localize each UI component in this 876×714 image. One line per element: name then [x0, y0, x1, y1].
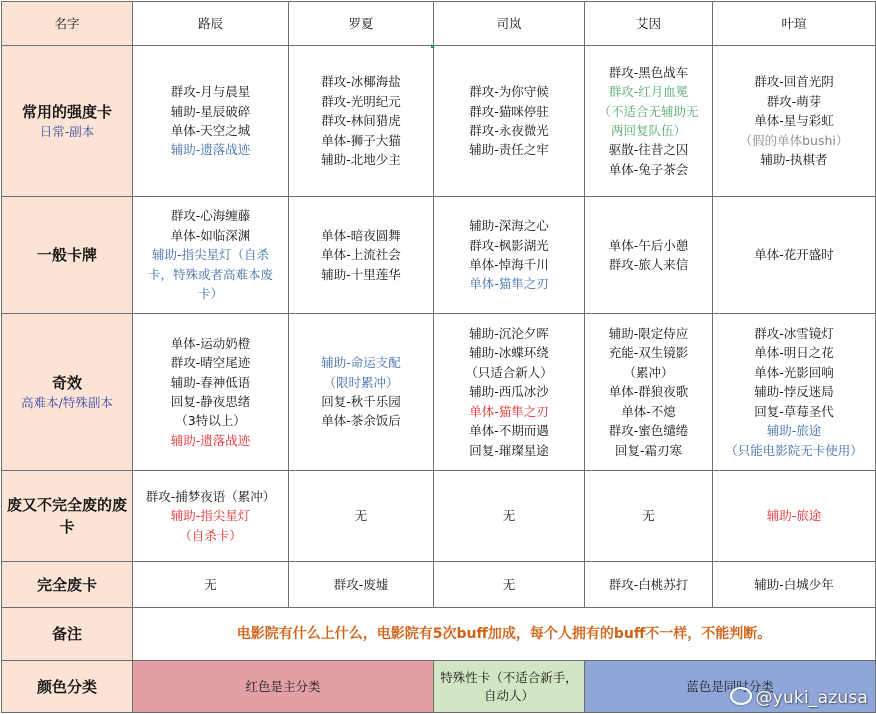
row-title: 备注	[51, 625, 82, 643]
cell-luchen	[133, 471, 289, 562]
card-entry: 无	[204, 576, 217, 592]
row-waste-cards	[2, 562, 876, 608]
card-entry: 辅助-沉沦夕晖	[469, 326, 549, 342]
legend-blue-label: 蓝色是同时分类	[686, 678, 774, 694]
card-entry: 单体-如临深渊	[170, 227, 251, 243]
card-entry: 辅助-西瓜冰沙	[469, 384, 549, 400]
legend-green-swatch	[434, 661, 585, 713]
card-entry: 无	[354, 508, 368, 524]
cell-luoxia	[289, 46, 434, 197]
card-entry: 群攻-回首光阴	[754, 74, 834, 90]
card-entry: （自杀卡）	[179, 527, 242, 543]
row-normal-cards	[2, 197, 876, 314]
card-entry: 辅助-深海之心	[469, 218, 549, 234]
row-header-semi-waste	[2, 471, 133, 562]
row-title: 废又不完全废的废卡	[6, 496, 127, 536]
row-title: 一般卡牌	[36, 246, 97, 264]
card-entry: 驱散-往昔之囚	[608, 142, 689, 158]
card-entry: 辅助-冰蝶环绕	[469, 345, 549, 361]
card-entry: 辅助-春神低语	[170, 374, 251, 390]
cell-luchen	[133, 197, 289, 314]
card-entry: 群攻-白桃苏打	[608, 576, 689, 592]
card-entry: 辅助-星辰破碎	[170, 103, 251, 119]
card-entry: 单体-光影回响	[754, 364, 834, 380]
card-entry: 卡）	[197, 286, 223, 302]
row-header-remarks	[2, 608, 133, 661]
watermark	[730, 687, 869, 708]
row-subtitle: 高难本/特殊副本	[21, 395, 113, 410]
card-entry: 单体-不期而遇	[469, 423, 549, 439]
card-entry: 辅助-限定侍应	[608, 326, 689, 342]
cell-luoxia	[289, 314, 434, 471]
remarks-text: 电影院有什么上什么，电影院有5次buff加成，每个人拥有的buff不一样，不能判断。	[236, 625, 772, 642]
card-entry: 群攻-心海缠藤	[170, 208, 251, 224]
card-entry: 群攻-枫影湖光	[469, 237, 549, 253]
cell-silan	[434, 471, 585, 562]
card-entry: 群攻-冰椰海盐	[321, 74, 401, 90]
card-entry: 辅助-十里莲华	[321, 266, 401, 282]
card-entry: 无	[502, 508, 516, 524]
weibo-icon	[730, 687, 752, 705]
cell-luoxia	[289, 197, 434, 314]
legend-green-label: 特殊性卡（不适合新手，自动人）	[440, 669, 578, 703]
card-entry: 群攻-旅人来信	[608, 257, 689, 272]
cell-aiyin	[585, 471, 713, 562]
cell-aiyin	[585, 562, 713, 608]
cell-silan	[434, 314, 585, 471]
card-entry: 单体-悼海千川	[469, 257, 549, 272]
card-entry: 单体-猫隼之刃	[469, 403, 549, 419]
card-entry: 回复-静夜思绪	[170, 394, 251, 409]
row-title: 奇效	[51, 374, 82, 392]
row-header-legend	[2, 661, 133, 713]
column-header-silan: 司岚	[434, 2, 585, 46]
remarks-cell	[133, 608, 876, 661]
row-header-special	[2, 314, 133, 471]
card-entry: 辅助-责任之牢	[469, 142, 549, 158]
card-entry: 辅助-北地少主	[321, 152, 401, 168]
row-remarks	[2, 608, 876, 661]
card-entry: 单体-午后小憩	[608, 237, 689, 253]
cell-aiyin	[585, 314, 713, 471]
watermark-text: @yuki_azusa	[755, 688, 868, 708]
card-entry: 群攻-萌芽	[766, 93, 822, 109]
card-entry: 群攻-光明纪元	[321, 93, 401, 109]
row-strong-cards	[2, 46, 876, 197]
column-header-luchen: 路辰	[133, 2, 289, 46]
card-entry: 回复-秋千乐园	[321, 394, 401, 409]
card-entry: （不适合无辅助无	[598, 103, 699, 119]
card-entry: 群攻-蜜色缱绻	[608, 423, 689, 439]
column-header-luoxia: 罗夏	[289, 2, 434, 46]
cell-luoxia	[289, 562, 434, 608]
cell-comment-marker	[431, 44, 435, 48]
card-entry: 群攻-永夜微光	[469, 123, 549, 138]
card-entry: 单体-天空之城	[170, 123, 251, 138]
cell-aiyin	[585, 46, 713, 197]
card-entry: 回复-璀璨星途	[469, 442, 549, 458]
card-entry: 回复-草莓圣代	[754, 403, 834, 419]
card-entry: 辅助-旅途	[766, 423, 822, 439]
cell-yexuan	[713, 314, 876, 471]
card-entry: 无	[642, 508, 655, 524]
card-entry: 单体-运动奶橙	[170, 335, 251, 351]
row-header-normal	[2, 197, 133, 314]
card-entry: 单体-上流社会	[321, 247, 401, 263]
card-entry: 群攻-猫咪停驻	[469, 103, 549, 119]
cell-yexuan	[713, 562, 876, 608]
card-entry: 单体-花开盛时	[754, 247, 834, 263]
row-title: 常用的强度卡	[21, 103, 112, 121]
card-entry: 无	[502, 576, 516, 592]
card-entry: 群攻-废墟	[333, 576, 389, 592]
card-entry: （假的单体bushi）	[739, 132, 849, 148]
card-entry: 回复-霜刃寒	[614, 442, 682, 458]
card-entry: （3特以上）	[175, 413, 246, 429]
card-entry: 单体-明日之花	[754, 345, 834, 361]
cell-yexuan	[713, 46, 876, 197]
name-header: 名字	[2, 2, 133, 46]
card-entry: 群攻-冰雪镜灯	[754, 326, 834, 342]
card-entry: 辅助-指尖星灯	[170, 508, 251, 524]
header-row	[2, 2, 876, 46]
card-entry: 辅助-悖反迷局	[754, 384, 834, 400]
row-semi-waste-cards	[2, 471, 876, 562]
card-entry: 辅助-旅途	[766, 508, 822, 524]
column-header-aiyin: 艾因	[585, 2, 713, 46]
row-header-waste	[2, 562, 133, 608]
cell-luchen	[133, 46, 289, 197]
card-entry: （限时累冲）	[323, 374, 399, 390]
card-entry: （只能电影院无卡使用）	[725, 442, 863, 458]
card-entry: 辅助-遗落战迹	[170, 432, 251, 448]
legend-red-label: 红色是主分类	[245, 678, 321, 694]
column-header-yexuan: 叶瑄	[713, 2, 876, 46]
cell-yexuan	[713, 471, 876, 562]
card-entry: 群攻-为你守候	[469, 84, 549, 100]
card-entry: 辅助-指尖星灯（自杀	[151, 247, 269, 263]
row-header-strong	[2, 46, 133, 197]
card-entry: 群攻-晴空尾迹	[170, 355, 251, 371]
cell-silan	[434, 197, 585, 314]
cell-yexuan	[713, 197, 876, 314]
card-entry: 辅助-命运支配	[321, 355, 401, 371]
card-entry: （只适合新人）	[465, 364, 553, 380]
cell-luchen	[133, 562, 289, 608]
card-tier-table	[1, 1, 876, 713]
cell-luoxia	[289, 471, 434, 562]
card-entry: 群攻-捕梦夜语（累冲）	[145, 488, 276, 504]
card-entry: 辅助-白城少年	[754, 576, 834, 592]
card-entry: 辅助-执棋者	[760, 152, 828, 168]
legend-red-swatch	[133, 661, 434, 713]
row-subtitle: 日常-副本	[39, 124, 95, 139]
card-entry: 群攻-月与晨星	[170, 84, 251, 100]
card-entry: 单体-不熄	[621, 403, 676, 419]
card-entry: （累冲）	[623, 364, 674, 380]
cell-silan	[434, 562, 585, 608]
card-entry: 单体-群狼夜歌	[608, 384, 689, 400]
cell-silan	[434, 46, 585, 197]
card-entry: 单体-茶余饭后	[321, 413, 401, 429]
card-entry: 卡，特殊或者高难本废	[147, 266, 273, 282]
cell-aiyin	[585, 197, 713, 314]
card-entry: 群攻-红月血冕	[608, 84, 689, 100]
card-entry: 群攻-林间猎虎	[321, 113, 401, 129]
card-entry: 充能-双生镜影	[608, 345, 689, 361]
row-title: 完全废卡	[36, 575, 97, 594]
row-title: 颜色分类	[36, 677, 97, 696]
card-entry: 单体-暗夜圆舞	[321, 227, 401, 243]
card-entry: 单体-兔子茶会	[608, 161, 689, 177]
card-entry: 单体-猫隼之刃	[469, 276, 549, 292]
row-special-effect-cards	[2, 314, 876, 471]
card-entry: 单体-狮子大猫	[321, 132, 401, 148]
cell-luchen	[133, 314, 289, 471]
card-entry: 群攻-黑色战车	[608, 64, 689, 80]
card-entry: 单体-星与彩虹	[754, 113, 834, 129]
card-entry: 辅助-遗落战迹	[170, 142, 251, 158]
card-entry: 两回复队伍）	[610, 123, 686, 138]
